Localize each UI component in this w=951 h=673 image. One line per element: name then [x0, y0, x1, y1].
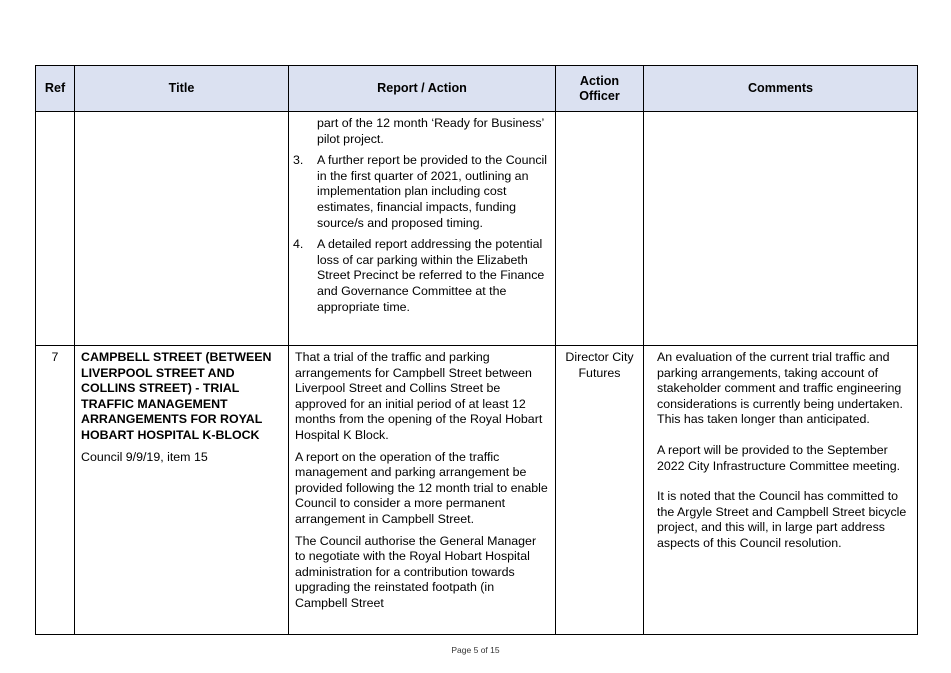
item-number: 4. [293, 237, 304, 252]
header-ref: Ref [36, 66, 75, 112]
comments-cell-empty [644, 112, 918, 346]
header-action-officer: Action Officer [556, 66, 644, 112]
officer-cell-empty [556, 112, 644, 346]
report-paragraph: A report on the operation of the traffic management and parking arrangement be provided following the 12 month trial to enable Council to consider a more permanent arrangement in Campbell Street. [295, 449, 548, 526]
report-cell [289, 346, 556, 635]
item-text: A further report be provided to the Council in the first quarter of 2021, outlining an implementation plan including cost estimates, financial impacts, funding source/s and proposed timing. [317, 153, 548, 230]
comments-cell [644, 346, 918, 635]
action-officer-cell: Director City Futures [556, 346, 644, 635]
report-paragraph: That a trial of the traffic and parking arrangements for Campbell Street between Liverpool Street and Collins Street be approved for an initial period of at least 12 months from the opening of the Royal Hobart Hospital K Block. [295, 350, 543, 442]
table-row-item-7 [36, 346, 918, 635]
comment-paragraph: A report will be provided to the September 2022 City Infrastructure Committee meeting. [657, 442, 901, 473]
report-cell-continued [289, 112, 556, 346]
report-paragraph: The Council authorise the General Manager to negotiate with the Royal Hobart Hospital administration for a contribution towards upgrading the reinstated footpath (in Campbell Street [295, 533, 537, 610]
header-title: Title [75, 66, 289, 112]
item-title: CAMPBELL STREET (BETWEEN LIVERPOOL STREET AND COLLINS STREET) - TRIAL TRAFFIC MANAGEMENT ARRANGEMENTS FOR ROYAL HOBART HOSPITAL K-BLOCK [81, 350, 272, 442]
item-text: A detailed report addressing the potential loss of car parking within the Elizabeth Street Precinct be referred to the Finance and Governance Committee at the appropriate time. [317, 237, 545, 314]
title-cell [75, 346, 289, 635]
ref-cell: 7 [36, 346, 75, 635]
action-items-table [35, 65, 918, 635]
ref-cell-empty [36, 112, 75, 346]
header-comments: Comments [644, 66, 918, 112]
title-cell-empty [75, 112, 289, 346]
comment-paragraph: An evaluation of the current trial traffic and parking arrangements, taking account of stakeholder comment and traffic engineering considerations is currently being undertaken. This has taken longer than anticipated. [657, 350, 903, 427]
page-number-footer: Page 5 of 15 [451, 645, 500, 655]
report-numbered-item [293, 237, 549, 315]
comment-paragraph: It is noted that the Council has committed to the Argyle Street and Campbell Street bicycle project, and this will, in large part address aspects of this Council resolution. [657, 489, 907, 550]
item-number: 3. [293, 153, 304, 168]
header-report-action: Report / Action [289, 66, 556, 112]
table-header-row [36, 66, 918, 112]
council-reference: Council 9/9/19, item 15 [81, 449, 208, 464]
report-numbered-item [293, 153, 549, 231]
report-continuation-text: part of the 12 month ‘Ready for Business’ pilot project. [317, 116, 544, 146]
table-row-continued [36, 112, 918, 346]
